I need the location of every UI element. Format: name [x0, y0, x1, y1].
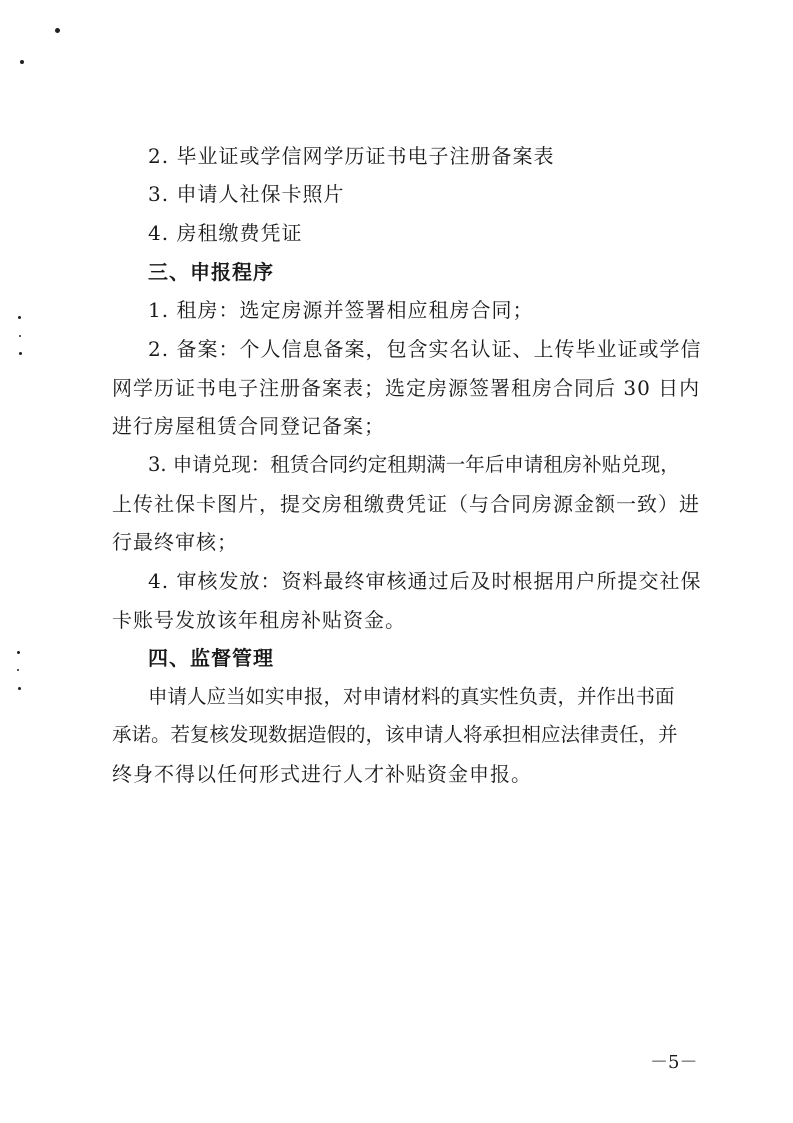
scan-mark [19, 335, 21, 337]
supervision-line-1: 申请人应当如实申报，对申请材料的真实性负责，并作出书面 [148, 685, 675, 708]
procedure-step-2-line-3: 进行房屋租赁合同登记备案； [112, 414, 385, 438]
scan-mark [18, 316, 21, 319]
procedure-step-4-line-1: 4. 审核发放：资料最终审核通过后及时根据用户所提交社保 [148, 569, 702, 593]
scan-mark [19, 352, 22, 355]
scan-mark [55, 28, 60, 33]
material-item-2: 2. 毕业证或学信网学历证书电子注册备案表 [148, 144, 555, 168]
procedure-step-3-line-3: 行最终审核； [112, 530, 238, 554]
material-item-4: 4. 房租缴费凭证 [148, 221, 303, 245]
material-item-3: 3. 申请人社保卡照片 [148, 182, 345, 206]
procedure-step-3-line-2: 上传社保卡图片，提交房租缴费凭证（与合同房源金额一致）进 [112, 492, 700, 516]
procedure-step-1: 1. 租房：选定房源并签署相应租房合同； [148, 298, 534, 322]
scan-mark [17, 669, 19, 671]
section-heading-application-procedure: 三、申报程序 [148, 260, 274, 284]
procedure-step-2-line-2: 网学历证书电子注册备案表；选定房源签署租房合同后 30 日内 [112, 376, 701, 400]
procedure-step-2-line-1: 2. 备案：个人信息备案，包含实名认证、上传毕业证或学信 [148, 337, 702, 361]
scan-mark [20, 60, 24, 64]
supervision-line-3: 终身不得以任何形式进行人才补贴资金申报。 [112, 762, 532, 786]
supervision-line-2: 承诺。若复核发现数据造假的，该申请人将承担相应法律责任，并 [112, 723, 678, 746]
section-heading-supervision: 四、监督管理 [148, 646, 274, 670]
procedure-step-4-line-2: 卡账号发放该年租房补贴资金。 [112, 608, 406, 632]
page-number: －5－ [650, 1052, 698, 1073]
procedure-step-3-line-1: 3. 申请兑现：租赁合同约定租期满一年后申请租房补贴兑现， [148, 453, 680, 476]
scan-mark [17, 651, 20, 654]
scan-mark [18, 687, 21, 690]
